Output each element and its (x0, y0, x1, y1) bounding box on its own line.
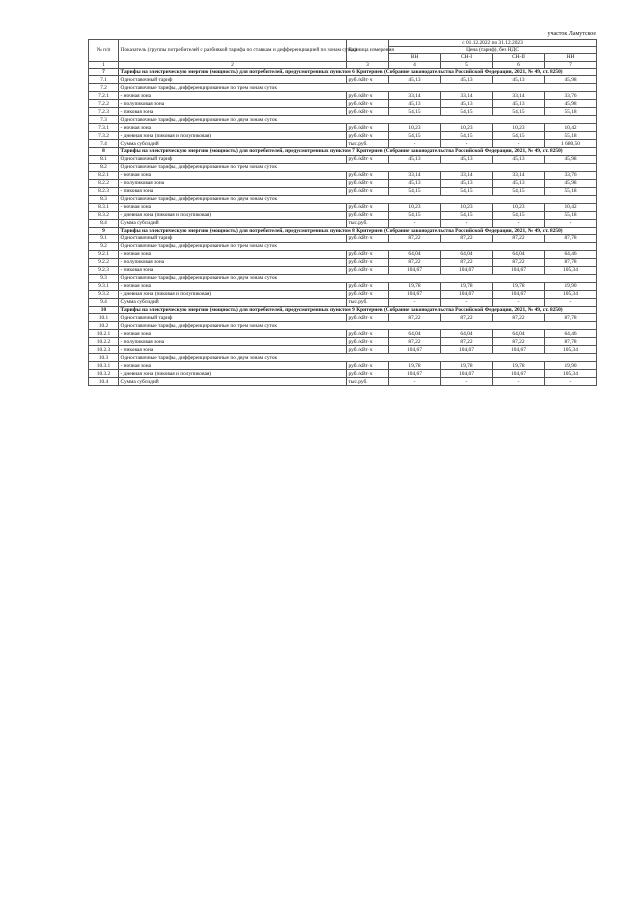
row-unit: руб./кВт·ч (347, 203, 389, 211)
table-row (89, 235, 597, 243)
row-unit: тыс.руб. (347, 140, 389, 148)
value-vn: 54,15 (389, 132, 441, 140)
table-row (89, 132, 597, 140)
row-label: - пиковая зона (119, 267, 347, 275)
value-sn1: 104,67 (441, 370, 493, 378)
row-label: - ночная зона (119, 124, 347, 132)
column-number: 2 (119, 61, 347, 68)
value-nn: 55,18 (545, 211, 597, 219)
row-number: 8.1 (89, 155, 119, 163)
value-sn1: 19,78 (441, 362, 493, 370)
subgroup-row (89, 354, 597, 362)
table-row (89, 140, 597, 148)
row-label: Одноставочный тариф (119, 76, 347, 84)
value-nn: 10,42 (545, 124, 597, 132)
table-row (89, 92, 597, 100)
row-label: - полупиковая зона (119, 100, 347, 108)
value-vn: - (389, 140, 441, 148)
table-row (89, 100, 597, 108)
value-nn: 87,78 (545, 235, 597, 243)
value-vn: 54,15 (389, 187, 441, 195)
row-number: 7.3.1 (89, 124, 119, 132)
row-unit: руб./кВт·ч (347, 211, 389, 219)
section-row (89, 307, 597, 314)
value-sn1: 54,15 (441, 187, 493, 195)
value-vn: 87,22 (389, 314, 441, 322)
row-number: 9.2 (89, 243, 119, 251)
value-sn2: 104,67 (493, 346, 545, 354)
row-number: 9.3.1 (89, 283, 119, 291)
value-sn2: 104,67 (493, 370, 545, 378)
row-number: 10.3 (89, 354, 119, 362)
table-row (89, 314, 597, 322)
row-number: 9.2.3 (89, 267, 119, 275)
table-row (89, 346, 597, 354)
value-nn: 55,18 (545, 187, 597, 195)
value-vn: 45,13 (389, 179, 441, 187)
row-unit: тыс.руб. (347, 219, 389, 227)
section-row (89, 227, 597, 234)
value-sn2: 54,15 (493, 211, 545, 219)
column-number: 4 (389, 61, 441, 68)
value-sn2: 10,23 (493, 124, 545, 132)
value-vn: - (389, 378, 441, 386)
row-label: Одноставочные тарифы, дифференцированные по трем зонам суток (119, 163, 597, 171)
section-row (89, 148, 597, 155)
value-sn1: 54,15 (441, 132, 493, 140)
column-number: 1 (89, 61, 119, 68)
header-unit: Единица измерения (347, 40, 389, 62)
value-sn2: 54,15 (493, 187, 545, 195)
row-number: 7.1 (89, 76, 119, 84)
table-row (89, 76, 597, 84)
row-label: - дневная зона (пиковая и полупиковая) (119, 370, 347, 378)
row-label: Одноставочные тарифы, дифференцированные по трем зонам суток (119, 322, 597, 330)
row-unit: руб./кВт·ч (347, 187, 389, 195)
value-sn2: 87,22 (493, 338, 545, 346)
row-unit: руб./кВт·ч (347, 283, 389, 291)
table-row (89, 155, 597, 163)
row-unit: руб./кВт·ч (347, 314, 389, 322)
value-nn: 105,34 (545, 370, 597, 378)
row-label: Сумма субсидий (119, 219, 347, 227)
value-sn1: 87,22 (441, 314, 493, 322)
value-sn1: 45,13 (441, 155, 493, 163)
subgroup-row (89, 195, 597, 203)
table-body (89, 68, 597, 386)
value-sn1: 45,13 (441, 76, 493, 84)
value-sn2: 87,22 (493, 259, 545, 267)
value-nn: 45,98 (545, 76, 597, 84)
row-label: - полупиковая зона (119, 179, 347, 187)
value-sn1: 10,23 (441, 203, 493, 211)
value-sn2: 19,78 (493, 362, 545, 370)
value-vn: 19,78 (389, 283, 441, 291)
row-label: - полупиковая зона (119, 259, 347, 267)
row-number: 8.2.1 (89, 171, 119, 179)
value-sn1: 33,14 (441, 92, 493, 100)
value-nn: 105,34 (545, 346, 597, 354)
value-vn: 64,04 (389, 330, 441, 338)
value-nn: 33,76 (545, 92, 597, 100)
subgroup-row (89, 84, 597, 92)
value-sn1: 104,67 (441, 267, 493, 275)
row-label: - ночная зона (119, 92, 347, 100)
value-sn1: 64,04 (441, 330, 493, 338)
value-nn: 45,98 (545, 155, 597, 163)
value-sn1: 19,78 (441, 283, 493, 291)
value-sn2: 45,13 (493, 179, 545, 187)
row-unit: руб./кВт·ч (347, 330, 389, 338)
row-label: Одноставочные тарифы, дифференцированные по трем зонам суток (119, 243, 597, 251)
row-unit: руб./кВт·ч (347, 171, 389, 179)
value-sn2: - (493, 219, 545, 227)
row-number: 10.2.1 (89, 330, 119, 338)
row-label: Одноставочный тариф (119, 235, 347, 243)
table-row (89, 124, 597, 132)
row-number: 8.2 (89, 163, 119, 171)
row-unit: руб./кВт·ч (347, 267, 389, 275)
row-label: - ночная зона (119, 330, 347, 338)
header-no: № п/п (89, 40, 119, 62)
value-sn2: 45,13 (493, 76, 545, 84)
header-level-vn: ВН (389, 54, 441, 61)
value-sn2: - (493, 378, 545, 386)
row-unit: руб./кВт·ч (347, 92, 389, 100)
row-label: - полупиковая зона (119, 338, 347, 346)
value-sn2: 54,15 (493, 108, 545, 116)
row-label: - дневная зона (пиковая и полупиковая) (119, 132, 347, 140)
value-sn1: 64,04 (441, 251, 493, 259)
value-sn1: 33,14 (441, 171, 493, 179)
table-row (89, 291, 597, 299)
row-label: - пиковая зона (119, 108, 347, 116)
value-sn1: 104,67 (441, 346, 493, 354)
table-row (89, 171, 597, 179)
value-nn: 33,76 (545, 171, 597, 179)
value-nn: - (545, 299, 597, 307)
row-unit: руб./кВт·ч (347, 346, 389, 354)
value-nn: 19,90 (545, 283, 597, 291)
row-number: 10.2.3 (89, 346, 119, 354)
row-label: - дневная зона (пиковая и полупиковая) (119, 291, 347, 299)
value-vn: 104,67 (389, 370, 441, 378)
row-label: Одноставочные тарифы, дифференцированные по двум зонам суток (119, 116, 597, 124)
row-number: 9 (89, 227, 119, 234)
section-title: Тарифы на электрическую энергию (мощность) для потребителей, предусмотренных пунктом 8 Критериев (Собрание законодательства Российской Федерации, 2021, № 49, ст. 8250) (119, 227, 597, 234)
row-label: Одноставочные тарифы, дифференцированные по двум зонам суток (119, 354, 597, 362)
value-sn1: 87,22 (441, 259, 493, 267)
row-number: 9.2.2 (89, 259, 119, 267)
subgroup-row (89, 116, 597, 124)
row-number: 10.2 (89, 322, 119, 330)
row-label: - ночная зона (119, 283, 347, 291)
header-price-title: Цена (тариф), без НДС (389, 47, 597, 54)
row-unit: руб./кВт·ч (347, 124, 389, 132)
row-unit: руб./кВт·ч (347, 259, 389, 267)
table-row (89, 211, 597, 219)
value-sn2: 54,15 (493, 132, 545, 140)
row-unit: руб./кВт·ч (347, 179, 389, 187)
value-vn: 45,13 (389, 76, 441, 84)
column-number: 7 (545, 61, 597, 68)
row-label: Сумма субсидий (119, 140, 347, 148)
row-unit: руб./кВт·ч (347, 291, 389, 299)
row-number: 8.3.2 (89, 211, 119, 219)
value-nn: 105,34 (545, 267, 597, 275)
header-period: с 01.12.2022 по 31.12.2023 (389, 40, 597, 47)
row-label: Одноставочный тариф (119, 155, 347, 163)
value-sn1: 45,13 (441, 100, 493, 108)
table-row (89, 108, 597, 116)
value-nn: 87,78 (545, 338, 597, 346)
table-row (89, 283, 597, 291)
row-unit: руб./кВт·ч (347, 155, 389, 163)
row-number: 9.1 (89, 235, 119, 243)
table-row (89, 267, 597, 275)
row-number: 8.3 (89, 195, 119, 203)
row-number: 7 (89, 68, 119, 75)
row-label: Одноставочные тарифы, дифференцированные по двум зонам суток (119, 195, 597, 203)
row-number: 7.2.3 (89, 108, 119, 116)
row-unit: руб./кВт·ч (347, 338, 389, 346)
value-nn: 1 680,50 (545, 140, 597, 148)
value-sn1: - (441, 299, 493, 307)
value-sn1: 10,23 (441, 124, 493, 132)
value-vn: 19,78 (389, 362, 441, 370)
row-unit: руб./кВт·ч (347, 370, 389, 378)
value-sn1: - (441, 219, 493, 227)
value-nn: 64,46 (545, 251, 597, 259)
value-vn: 10,23 (389, 203, 441, 211)
row-number: 9.3 (89, 275, 119, 283)
table-row (89, 251, 597, 259)
value-sn2: - (493, 140, 545, 148)
value-sn2: 45,13 (493, 100, 545, 108)
section-title: Тарифы на электрическую энергию (мощность) для потребителей, предусмотренных пунктом 9 Критериев (Собрание законодательства Российской Федерации, 2021, № 49, ст. 8250) (119, 307, 597, 314)
row-unit: тыс.руб. (347, 378, 389, 386)
value-vn: - (389, 219, 441, 227)
value-vn: 104,67 (389, 291, 441, 299)
value-vn: 64,04 (389, 251, 441, 259)
value-sn2: - (493, 299, 545, 307)
value-sn2: 64,04 (493, 251, 545, 259)
row-number: 10.4 (89, 378, 119, 386)
value-nn: 105,34 (545, 291, 597, 299)
row-label: Сумма субсидий (119, 299, 347, 307)
row-label: - дневная зона (пиковая и полупиковая) (119, 211, 347, 219)
value-nn: - (545, 378, 597, 386)
value-nn: 55,18 (545, 108, 597, 116)
value-sn2: 33,14 (493, 171, 545, 179)
value-sn1: 87,22 (441, 235, 493, 243)
value-sn2: 104,67 (493, 291, 545, 299)
row-number: 8.2.3 (89, 187, 119, 195)
row-label: - ночная зона (119, 171, 347, 179)
column-numbers-row (89, 61, 597, 68)
row-label: Одноставочный тариф (119, 314, 347, 322)
row-unit: руб./кВт·ч (347, 100, 389, 108)
value-sn2: 33,14 (493, 92, 545, 100)
value-sn1: 87,22 (441, 338, 493, 346)
value-sn1: 45,13 (441, 179, 493, 187)
value-nn: - (545, 219, 597, 227)
document-page (88, 30, 596, 386)
value-vn: 104,67 (389, 346, 441, 354)
row-number: 9.2.1 (89, 251, 119, 259)
value-vn: 33,14 (389, 171, 441, 179)
value-sn2: 87,22 (493, 314, 545, 322)
header-level-nn: НН (545, 54, 597, 61)
row-number: 7.3.2 (89, 132, 119, 140)
value-nn: 64,46 (545, 330, 597, 338)
section-row (89, 68, 597, 75)
row-number: 7.2.2 (89, 100, 119, 108)
value-nn: 19,90 (545, 362, 597, 370)
row-unit: руб./кВт·ч (347, 251, 389, 259)
row-label: Одноставочные тарифы, дифференцированные по двум зонам суток (119, 275, 597, 283)
value-nn: 55,18 (545, 132, 597, 140)
value-vn: 87,22 (389, 338, 441, 346)
row-number: 10.3.1 (89, 362, 119, 370)
subgroup-row (89, 243, 597, 251)
row-number: 7.4 (89, 140, 119, 148)
row-number: 7.2 (89, 84, 119, 92)
table-row (89, 259, 597, 267)
table-header (89, 40, 597, 69)
value-vn: 33,14 (389, 92, 441, 100)
table-row (89, 219, 597, 227)
value-sn1: - (441, 378, 493, 386)
table-row (89, 179, 597, 187)
row-number: 8.2.2 (89, 179, 119, 187)
value-nn: 87,78 (545, 259, 597, 267)
table-row (89, 378, 597, 386)
table-row (89, 203, 597, 211)
row-number: 9.3.2 (89, 291, 119, 299)
value-sn2: 19,78 (493, 283, 545, 291)
value-sn1: 54,15 (441, 108, 493, 116)
row-unit: руб./кВт·ч (347, 235, 389, 243)
row-number: 8.3.1 (89, 203, 119, 211)
row-unit: руб./кВт·ч (347, 76, 389, 84)
site-note: участок Ламутское (547, 31, 596, 37)
row-unit: тыс.руб. (347, 299, 389, 307)
value-sn1: 54,15 (441, 211, 493, 219)
row-number: 10.2.2 (89, 338, 119, 346)
row-label: - пиковая зона (119, 187, 347, 195)
table-row (89, 330, 597, 338)
value-vn: 45,13 (389, 100, 441, 108)
row-label: Сумма субсидий (119, 378, 347, 386)
table-row (89, 362, 597, 370)
row-number: 7.2.1 (89, 92, 119, 100)
value-vn: 87,22 (389, 259, 441, 267)
row-unit: руб./кВт·ч (347, 362, 389, 370)
subgroup-row (89, 275, 597, 283)
row-number: 8 (89, 148, 119, 155)
row-number: 10 (89, 307, 119, 314)
value-vn: 10,23 (389, 124, 441, 132)
row-number: 10.3.2 (89, 370, 119, 378)
row-label: - ночная зона (119, 203, 347, 211)
value-sn2: 104,67 (493, 267, 545, 275)
value-sn2: 10,23 (493, 203, 545, 211)
column-number: 5 (441, 61, 493, 68)
value-sn1: 104,67 (441, 291, 493, 299)
value-nn: 87,78 (545, 314, 597, 322)
row-unit: руб./кВт·ч (347, 108, 389, 116)
table-row (89, 187, 597, 195)
row-label: - ночная зона (119, 251, 347, 259)
row-number: 7.3 (89, 116, 119, 124)
column-number: 3 (347, 61, 389, 68)
header-level-sn1: СН-I (441, 54, 493, 61)
column-number: 6 (493, 61, 545, 68)
value-sn2: 64,04 (493, 330, 545, 338)
table-row (89, 338, 597, 346)
header-indicator: Показатель (группы потребителей с разбивкой тарифа по ставкам и дифференциацией по зонам суток) (119, 40, 347, 62)
row-label: - ночная зона (119, 362, 347, 370)
value-vn: 54,15 (389, 108, 441, 116)
value-vn: - (389, 299, 441, 307)
value-nn: 45,98 (545, 179, 597, 187)
value-vn: 45,13 (389, 155, 441, 163)
row-number: 9.4 (89, 299, 119, 307)
tariff-table (88, 39, 597, 386)
value-vn: 54,15 (389, 211, 441, 219)
subgroup-row (89, 163, 597, 171)
value-vn: 87,22 (389, 235, 441, 243)
value-vn: 104,67 (389, 267, 441, 275)
section-title: Тарифы на электрическую энергию (мощность) для потребителей, предусмотренных пунктом 7 Критериев (Собрание законодательства Российской Федерации, 2021, № 49, ст. 8250) (119, 148, 597, 155)
value-sn2: 87,22 (493, 235, 545, 243)
value-nn: 45,98 (545, 100, 597, 108)
header-level-sn2: СН-II (493, 54, 545, 61)
table-row (89, 370, 597, 378)
value-sn2: 45,13 (493, 155, 545, 163)
row-label: Одноставочные тарифы, дифференцированные по трем зонам суток (119, 84, 597, 92)
value-sn1: - (441, 140, 493, 148)
row-unit: руб./кВт·ч (347, 132, 389, 140)
table-row (89, 299, 597, 307)
row-number: 8.4 (89, 219, 119, 227)
row-label: - пиковая зона (119, 346, 347, 354)
row-number: 10.1 (89, 314, 119, 322)
subgroup-row (89, 322, 597, 330)
value-nn: 10,42 (545, 203, 597, 211)
section-title: Тарифы на электрическую энергию (мощность) для потребителей, предусмотренных пунктом 6 Критериев (Собрание законодательства Российской Федерации, 2021, № 49, ст. 8250) (119, 68, 597, 75)
